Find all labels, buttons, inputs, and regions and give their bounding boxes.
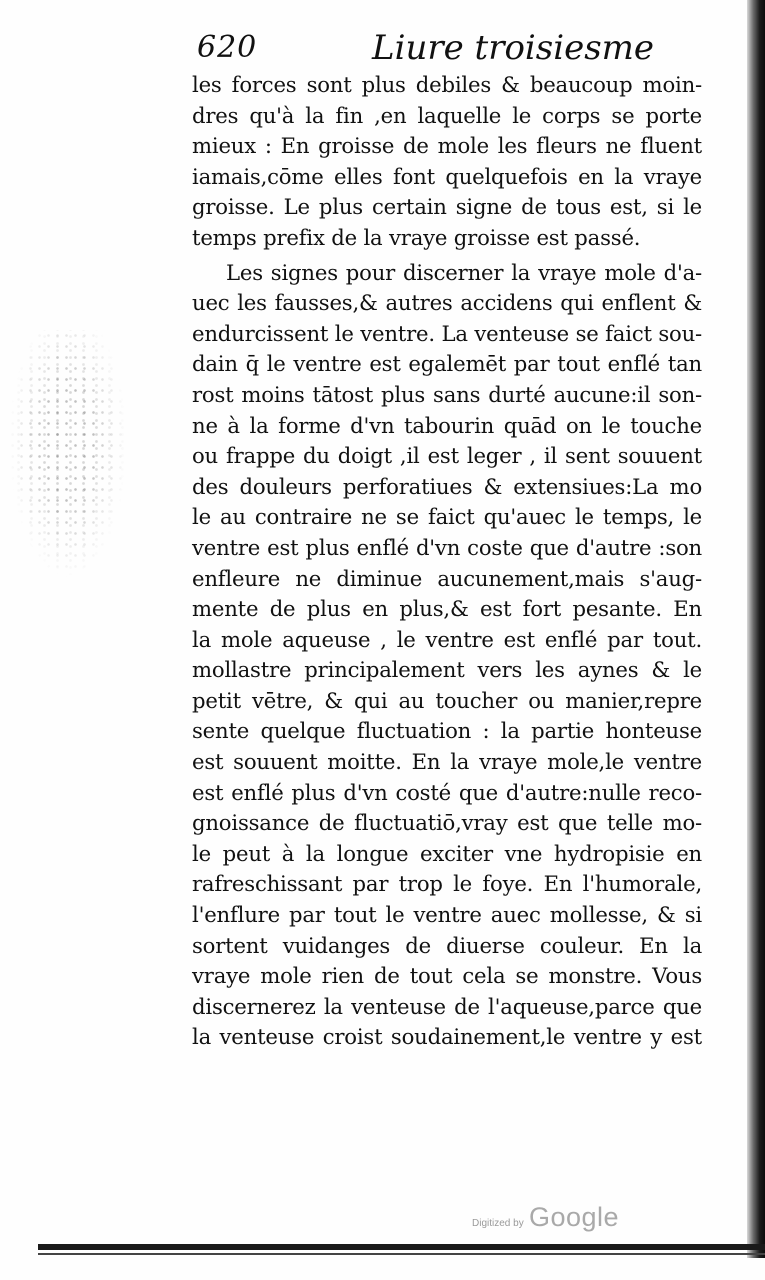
text-line: rafreschissant par trop le foye. En l'humorale,	[192, 871, 702, 897]
text-line: ventre est plus enflé d'vn coste que d'autre :son	[192, 534, 702, 560]
google-watermark: Google	[529, 1202, 620, 1232]
digitized-by-label: Digitized by	[472, 1218, 524, 1229]
page-number: 620	[197, 30, 258, 65]
text-line: est souuent moitte. En la vraye mole,le ventre	[192, 749, 702, 775]
text-line: iamais,cōme elles font quelquefois en la vraye	[192, 163, 702, 189]
text-line: gnoissance de fluctuatiō,vray est que telle mo-	[192, 810, 702, 836]
text-line: dres qu'à la fin ,en laquelle le corps se porte	[192, 102, 702, 128]
text-line: Les signes pour discerner la vraye mole d'a-	[226, 259, 702, 285]
text-line: mollastre principalement vers les aynes & le	[192, 657, 702, 683]
text-line: rost moins tātost plus sans durté aucune:il son-	[192, 381, 702, 407]
text-line: groisse. Le plus certain signe de tous est, si le	[192, 194, 702, 220]
page-header	[197, 26, 697, 70]
text-line: la mole aqueuse , le ventre est enflé par tout.	[192, 626, 702, 652]
text-line: ou frappe du doigt ,il est leger , il sent souuent	[192, 443, 702, 469]
text-line: dain q̄ le ventre est egalemēt par tout enflé tan	[192, 351, 702, 377]
text-line: vraye mole rien de tout cela se monstre. Vous	[192, 963, 702, 989]
text-line: petit vētre, & qui au toucher ou manier,repre	[192, 687, 702, 713]
text-line: mente de plus en plus,& est fort pesante. En	[192, 596, 702, 622]
text-line: la venteuse croist soudainement,le ventre y est	[192, 1024, 702, 1050]
running-title: Liure troisiesme	[372, 28, 655, 68]
text-line: l'enflure par tout le ventre auec mollesse, & si	[192, 902, 702, 928]
text-line: ne à la forme d'vn tabourin quād on le touche	[192, 412, 702, 438]
text-line: est enflé plus d'vn costé que d'autre:nulle reco-	[192, 779, 702, 805]
text-line: temps prefix de la vraye groisse est passé.	[192, 224, 641, 250]
margin-smudge	[8, 330, 128, 580]
text-line: sortent vuidanges de diuerse couleur. En la	[192, 932, 702, 958]
scan-edge-bottom-line	[38, 1253, 765, 1255]
text-line: uec les fausses,& autres accidens qui enflent &	[192, 290, 702, 316]
scan-edge-right	[747, 0, 765, 1258]
body-text	[192, 70, 702, 1053]
text-line: le peut à la longue exciter vne hydropisie en	[192, 840, 702, 866]
text-line: les forces sont plus debiles & beaucoup moin-	[192, 72, 702, 97]
text-line: mieux : En groisse de mole les fleurs ne fluent	[192, 133, 702, 159]
text-line: discernerez la venteuse de l'aqueuse,parce que	[192, 993, 702, 1019]
text-line: endurcissent le ventre. La venteuse se faict sou-	[192, 320, 702, 346]
text-line: sente quelque fluctuation : la partie honteuse	[192, 718, 702, 744]
scan-edge-bottom	[38, 1244, 765, 1250]
text-line: enfleure ne diminue aucunement,mais s'aug-	[192, 565, 702, 591]
text-line: le au contraire ne se faict qu'auec le temps, le	[192, 504, 702, 530]
text-line: des douleurs perforatiues & extensiues:La mo	[192, 473, 702, 499]
